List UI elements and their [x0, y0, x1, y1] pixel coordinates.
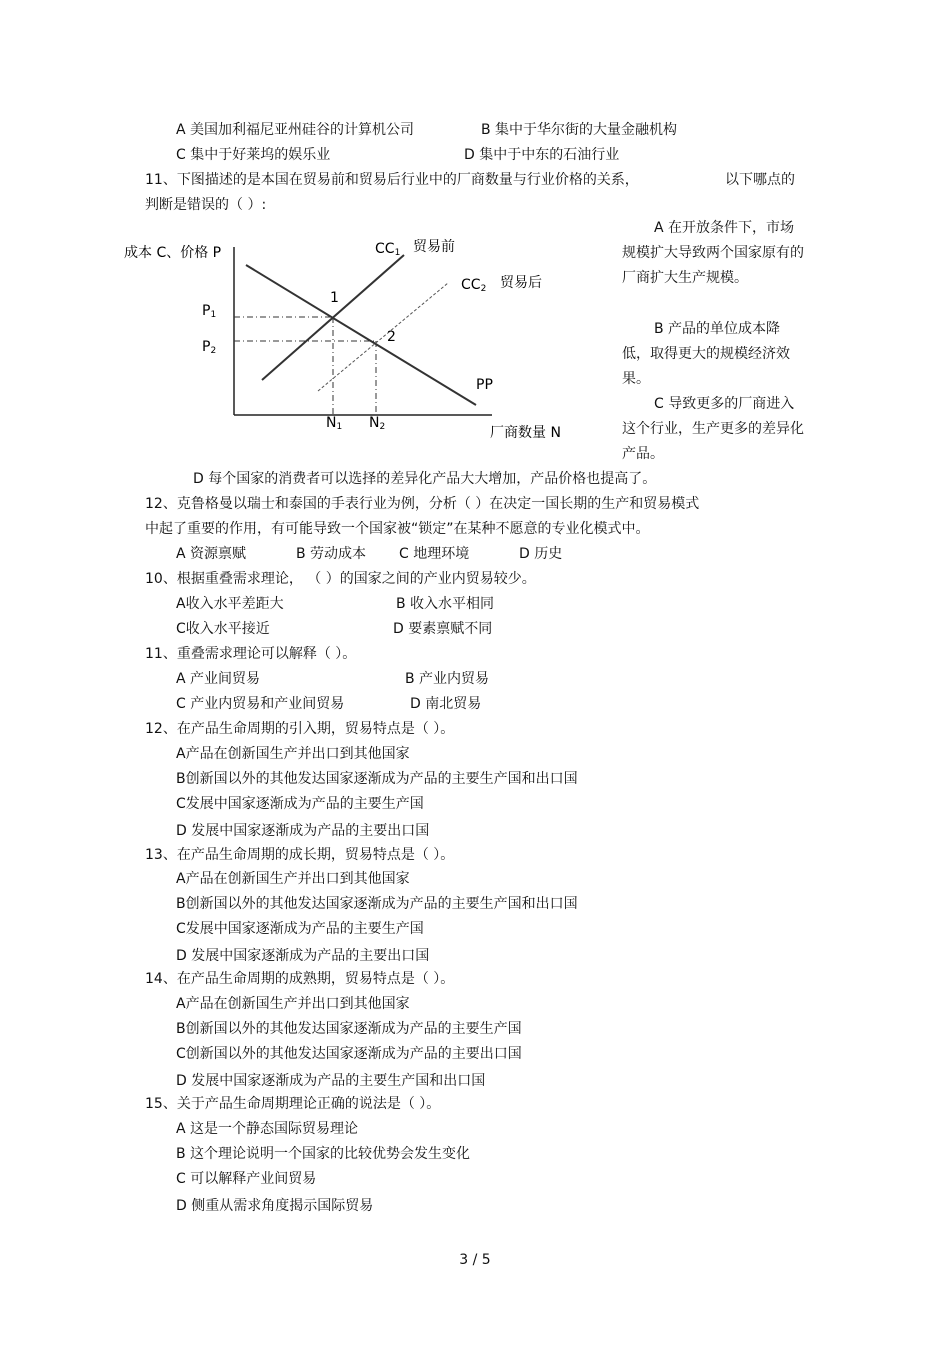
q11b-option-d: D 南北贸易	[410, 696, 482, 712]
prev-option-a: A 美国加利福尼亚州硅谷的计算机公司	[176, 122, 415, 138]
q10-option-b: B 收入水平相同	[396, 596, 495, 612]
q12b-option-d: D 发展中国家逐渐成为产品的主要出口国	[176, 823, 430, 839]
q12a-option-d: D 历史	[519, 546, 563, 562]
cc2-label: CC2	[461, 277, 487, 294]
q12a-option-b: B 劳动成本	[296, 546, 367, 562]
cc1-label: CC1	[375, 241, 401, 258]
point-1-label: 1	[330, 290, 339, 306]
q11a-stem-line2: 判断是错误的（ ）:	[145, 197, 267, 213]
q15-option-b: B 这个理论说明一个国家的比较优势会发生变化	[176, 1146, 471, 1162]
q12a-line1: 12、克鲁格曼以瑞士和泰国的手表行业为例，分析（ ）在决定一国长期的生产和贸易模式	[145, 496, 700, 512]
q12b-option-b: B创新国以外的其他发达国家逐渐成为产品的主要生产国和出口国	[176, 771, 578, 787]
q14-option-a: A产品在创新国生产并出口到其他国家	[176, 996, 410, 1012]
q14-option-b: B创新国以外的其他发达国家逐渐成为产品的主要生产国	[176, 1021, 522, 1037]
q14-stem: 14、在产品生命周期的成熟期，贸易特点是（ ）。	[145, 971, 455, 987]
q11a-option-c: C 导致更多的厂商进入这个行业，生产更多的差异化产品。	[622, 396, 804, 462]
page-number: 3 / 5	[459, 1252, 491, 1268]
point-2-label: 2	[387, 329, 396, 345]
q11b-option-c: C 产业内贸易和产业间贸易	[176, 696, 345, 712]
q15-option-c: C 可以解释产业间贸易	[176, 1171, 317, 1187]
q11a-option-a: A 在开放条件下，市场规模扩大导致两个国家原有的厂商扩大生产规模。	[622, 220, 804, 286]
q11b-option-b: B 产业内贸易	[405, 671, 490, 687]
p1-label: P1	[202, 303, 217, 320]
q11a-stem-tail: 以下哪点的	[725, 172, 795, 188]
n1-label: N1	[326, 415, 343, 432]
q12a-line2: 中起了重要的作用，有可能导致一个国家被“锁定”在某种不愿意的专业化模式中。	[145, 521, 650, 537]
pp-label: PP	[476, 377, 493, 393]
q15-option-d: D 侧重从需求角度揭示国际贸易	[176, 1198, 374, 1214]
q12b-option-a: A产品在创新国生产并出口到其他国家	[176, 746, 410, 762]
prev-option-b: B 集中于华尔街的大量金融机构	[481, 122, 678, 138]
q11b-option-a: A 产业间贸易	[176, 671, 261, 687]
pp-curve	[246, 265, 476, 405]
q12a-option-a: A 资源禀赋	[176, 546, 247, 562]
q11a-option-b: B 产品的单位成本降低，取得更大的规模经济效果。	[622, 321, 790, 387]
q12b-option-c: C发展中国家逐渐成为产品的主要生产国	[176, 796, 424, 812]
q15-option-a: A 这是一个静态国际贸易理论	[176, 1121, 359, 1137]
q14-option-c: C创新国以外的其他发达国家逐渐成为产品的主要出口国	[176, 1046, 522, 1062]
q14-option-d: D 发展中国家逐渐成为产品的主要生产国和出口国	[176, 1073, 486, 1089]
q13-option-b: B创新国以外的其他发达国家逐渐成为产品的主要生产国和出口国	[176, 896, 578, 912]
q10-option-c: C收入水平接近	[176, 621, 270, 637]
n2-label: N2	[369, 415, 386, 432]
p2-label: P2	[202, 339, 217, 356]
prev-option-c: C 集中于好莱坞的娱乐业	[176, 147, 331, 163]
q15-stem: 15、关于产品生命周期理论正确的说法是（ ）。	[145, 1096, 441, 1112]
cc2-note: 贸易后	[500, 275, 542, 291]
q11b-stem: 11、重叠需求理论可以解释（ ）。	[145, 646, 357, 662]
q11a-option-d: D 每个国家的消费者可以选择的差异化产品大大增加，产品价格也提高了。	[193, 471, 657, 487]
x-axis-label: 厂商数量 N	[490, 425, 561, 441]
q13-stem: 13、在产品生命周期的成长期，贸易特点是（ ）。	[145, 847, 455, 863]
q11a-option-a-block	[622, 216, 807, 291]
q13-option-c: C发展中国家逐渐成为产品的主要生产国	[176, 921, 424, 937]
q12b-stem: 12、在产品生命周期的引入期，贸易特点是（ ）。	[145, 721, 455, 737]
q10-option-a: A收入水平差距大	[176, 596, 284, 612]
q12a-option-c: C 地理环境	[399, 546, 470, 562]
q11a-graph	[120, 225, 600, 455]
q11a-stem-line1: 11、下图描述的是本国在贸易前和贸易后行业中的厂商数量与行业价格的关系，	[145, 172, 639, 188]
q10-option-d: D 要素禀赋不同	[393, 621, 493, 637]
q13-option-d: D 发展中国家逐渐成为产品的主要出口国	[176, 948, 430, 964]
q11a-option-c-block	[622, 392, 807, 467]
y-axis-label: 成本 C、价格 P	[124, 245, 222, 261]
prev-option-d: D 集中于中东的石油行业	[464, 147, 620, 163]
q11a-option-b-block	[622, 317, 807, 392]
q10-stem: 10、根据重叠需求理论， （ ）的国家之间的产业内贸易较少。	[145, 571, 536, 587]
cc1-note: 贸易前	[413, 239, 455, 255]
q13-option-a: A产品在创新国生产并出口到其他国家	[176, 871, 410, 887]
